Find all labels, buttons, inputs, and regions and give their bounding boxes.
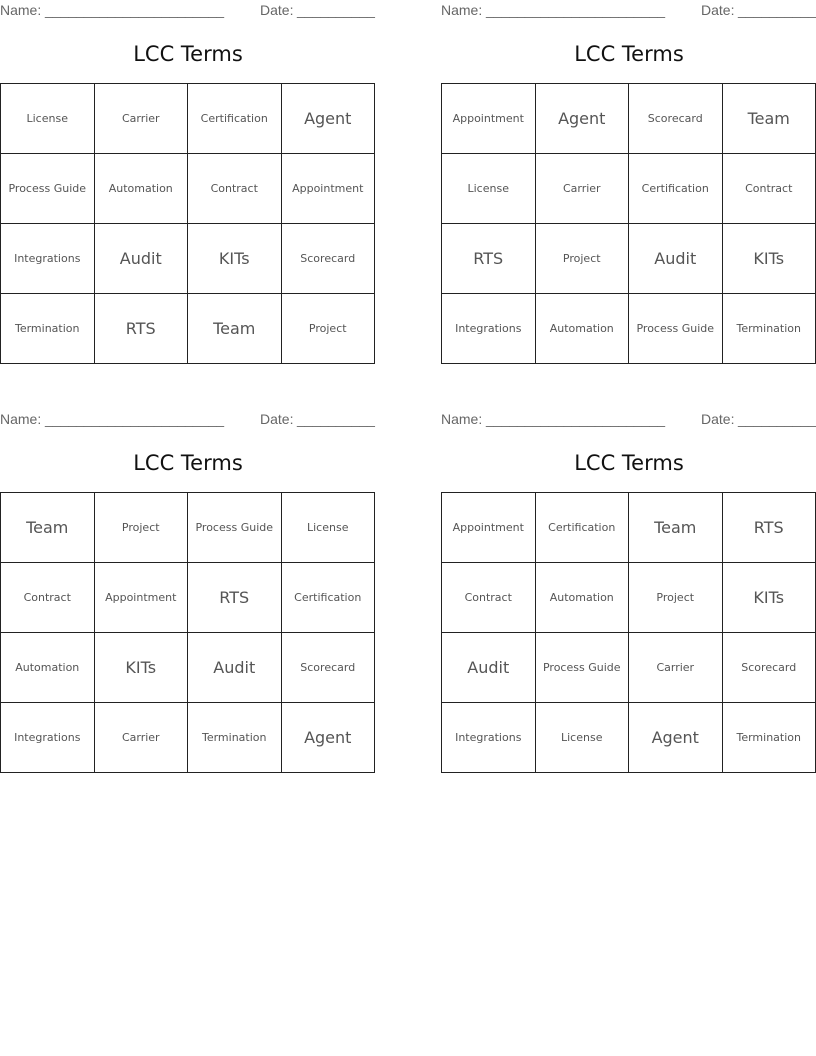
grid-cell: License: [442, 154, 536, 224]
grid-cell: Agent: [282, 703, 376, 773]
grid-cell: Project: [536, 224, 630, 294]
grid-cell: Project: [95, 493, 189, 563]
bingo-card-3: [0, 409, 376, 774]
date-label: Date:: [701, 411, 735, 427]
name-label: Name:: [441, 411, 483, 427]
grid-cell: KITs: [95, 633, 189, 703]
grid-cell: Process Guide: [188, 493, 282, 563]
name-blank: _______________________: [486, 2, 666, 18]
grid-cell: Carrier: [536, 154, 630, 224]
grid-cell: License: [1, 84, 95, 154]
card-title: LCC Terms: [574, 451, 684, 475]
grid-cell: Agent: [629, 703, 723, 773]
grid-cell: Carrier: [629, 633, 723, 703]
grid-cell: Scorecard: [282, 633, 376, 703]
grid-cell: Automation: [536, 563, 630, 633]
name-blank: _______________________: [45, 411, 225, 427]
grid-cell: Termination: [1, 294, 95, 364]
grid-cell: Integrations: [1, 224, 95, 294]
grid-cell: Team: [1, 493, 95, 563]
date-blank: __________: [738, 411, 816, 427]
grid-cell: Team: [723, 84, 816, 154]
grid-cell: RTS: [723, 493, 816, 563]
date-label: Date:: [701, 2, 735, 18]
grid-cell: Team: [188, 294, 282, 364]
bingo-grid: [441, 83, 816, 364]
grid-cell: Certification: [629, 154, 723, 224]
grid-cell: Process Guide: [536, 633, 630, 703]
bingo-card-1: [0, 0, 376, 365]
grid-cell: Contract: [442, 563, 536, 633]
grid-cell: Agent: [536, 84, 630, 154]
name-label: Name:: [0, 2, 42, 18]
grid-cell: Team: [629, 493, 723, 563]
grid-cell: Process Guide: [1, 154, 95, 224]
grid-cell: Appointment: [282, 154, 376, 224]
date-label: Date:: [260, 411, 294, 427]
grid-cell: Termination: [723, 703, 816, 773]
name-blank: _______________________: [486, 411, 666, 427]
grid-cell: Carrier: [95, 703, 189, 773]
grid-cell: Contract: [1, 563, 95, 633]
grid-cell: Appointment: [95, 563, 189, 633]
grid-cell: KITs: [188, 224, 282, 294]
grid-cell: Appointment: [442, 84, 536, 154]
bingo-grid: [0, 83, 375, 364]
grid-cell: Certification: [188, 84, 282, 154]
grid-cell: Integrations: [442, 294, 536, 364]
grid-cell: Termination: [723, 294, 816, 364]
bingo-grid: [441, 492, 816, 773]
grid-cell: Automation: [1, 633, 95, 703]
grid-cell: Audit: [95, 224, 189, 294]
grid-cell: Scorecard: [629, 84, 723, 154]
grid-cell: Process Guide: [629, 294, 723, 364]
name-date-line: [0, 2, 376, 20]
grid-cell: Audit: [188, 633, 282, 703]
bingo-card-2: [441, 0, 816, 365]
name-date-line: [441, 411, 816, 429]
grid-cell: RTS: [442, 224, 536, 294]
date-blank: __________: [297, 411, 375, 427]
grid-cell: Integrations: [1, 703, 95, 773]
grid-cell: Project: [629, 563, 723, 633]
grid-cell: KITs: [723, 563, 816, 633]
name-date-line: [0, 411, 376, 429]
grid-cell: Automation: [95, 154, 189, 224]
grid-cell: RTS: [95, 294, 189, 364]
card-title: LCC Terms: [133, 42, 243, 66]
grid-cell: License: [282, 493, 376, 563]
grid-cell: Scorecard: [282, 224, 376, 294]
date-blank: __________: [738, 2, 816, 18]
date-blank: __________: [297, 2, 375, 18]
grid-cell: Contract: [723, 154, 816, 224]
name-blank: _______________________: [45, 2, 225, 18]
grid-cell: Agent: [282, 84, 376, 154]
card-title: LCC Terms: [574, 42, 684, 66]
grid-cell: Carrier: [95, 84, 189, 154]
bingo-grid: [0, 492, 375, 773]
grid-cell: Automation: [536, 294, 630, 364]
grid-cell: Audit: [442, 633, 536, 703]
bingo-card-4: [441, 409, 816, 774]
card-title: LCC Terms: [133, 451, 243, 475]
name-date-line: [441, 2, 816, 20]
grid-cell: RTS: [188, 563, 282, 633]
grid-cell: Scorecard: [723, 633, 816, 703]
name-label: Name:: [441, 2, 483, 18]
grid-cell: Termination: [188, 703, 282, 773]
grid-cell: Integrations: [442, 703, 536, 773]
grid-cell: KITs: [723, 224, 816, 294]
grid-cell: Certification: [282, 563, 376, 633]
name-label: Name:: [0, 411, 42, 427]
date-label: Date:: [260, 2, 294, 18]
grid-cell: Contract: [188, 154, 282, 224]
grid-cell: License: [536, 703, 630, 773]
grid-cell: Project: [282, 294, 376, 364]
grid-cell: Appointment: [442, 493, 536, 563]
grid-cell: Certification: [536, 493, 630, 563]
grid-cell: Audit: [629, 224, 723, 294]
